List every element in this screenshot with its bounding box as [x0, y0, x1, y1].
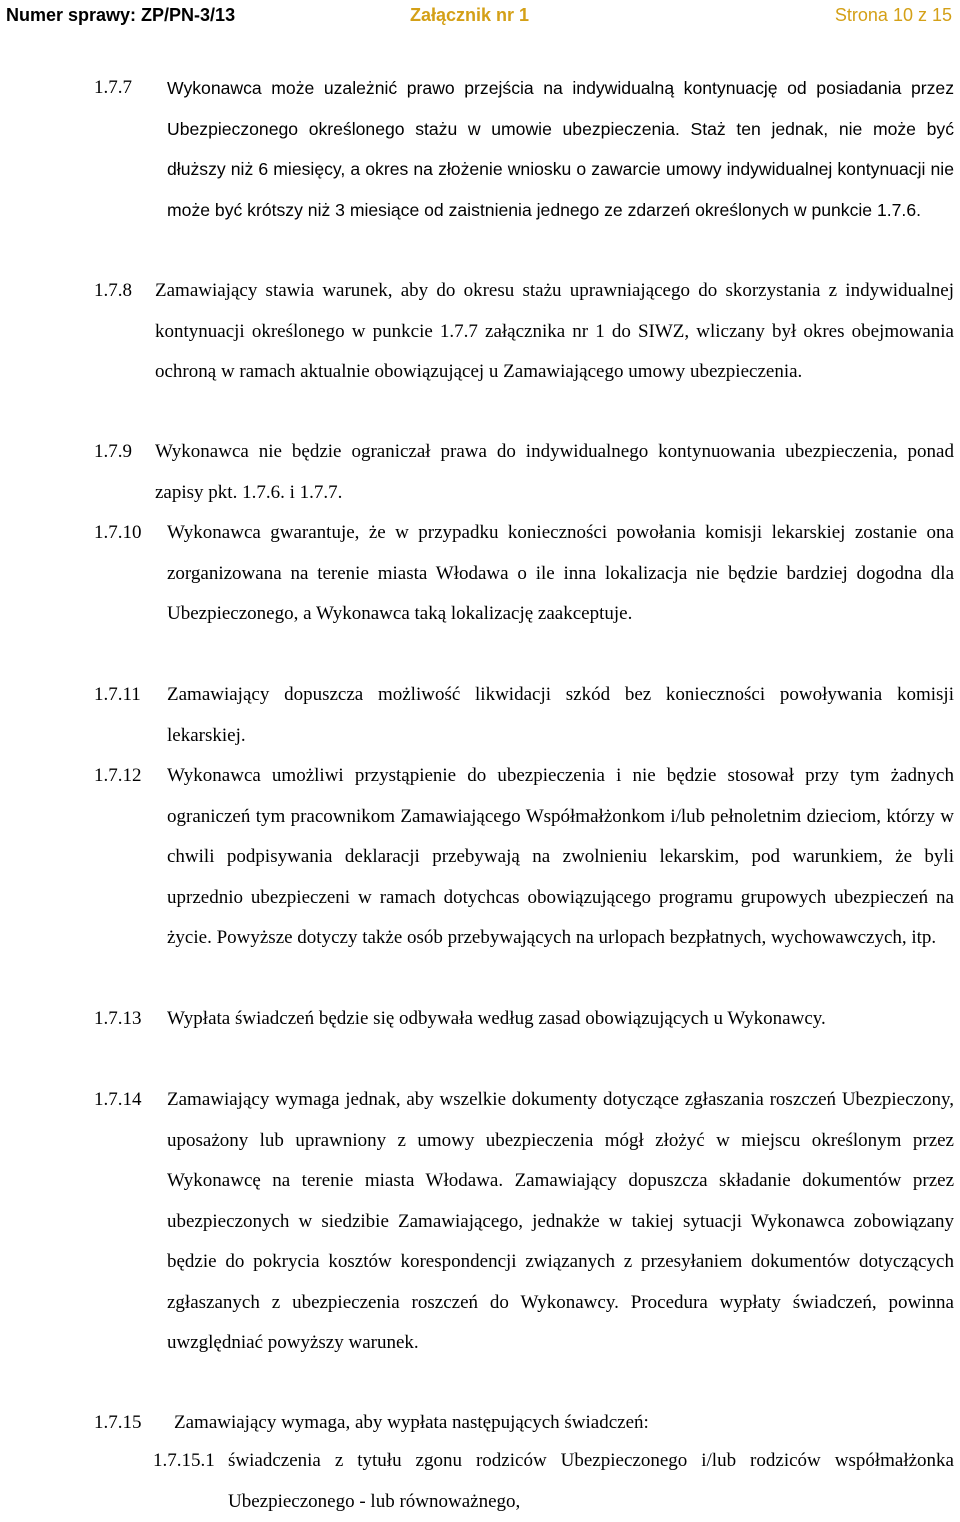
section-text: Wykonawca może uzależnić prawo przejścia na indywidualną kontynuację od posiadania przez Ubezpieczonego określonego stażu w umowie ubezpieczenia. Staż ten jednak, nie może być dłuższy niż 6 miesięcy, a okres na złożenie wniosku o zawarcie umowy indywidualnej kontynuacji nie może być krótszy niż 3 miesiące od zaistnienia jednego ze zdarzeń określonych w punkcie 1.7.6. — [167, 78, 954, 220]
section-1-7-9 — [94, 432, 954, 513]
section-number: 1.7.15 — [94, 1412, 142, 1433]
section-text: Wykonawca nie będzie ograniczał prawa do indywidualnego kontynuowania ubezpieczenia, ponad zapisy pkt. 1.7.6. i 1.7.7. — [155, 441, 954, 503]
section-1-7-14 — [94, 1080, 954, 1364]
attachment-label: Załącznik nr 1 — [410, 5, 530, 25]
section-number: 1.7.10 — [94, 522, 142, 543]
section-1-7-13 — [94, 999, 954, 1040]
section-number: 1.7.7 — [94, 77, 132, 98]
section-text: Wykonawca umożliwi przystąpienie do ubezpieczenia i nie będzie stosował przy tym żadnych ograniczeń tym pracownikom Zamawiającego Współmałżonkom i/lub pełnoletnim dzieciom, którzy w chwili podpisywania deklaracji przebywają na zwolnieniu lekarskim, pod warunkiem, że byli uprzednio ubezpieczeni w ramach dotychcas obowiązującego programu grupowych ubezpieczeń na życie. Powyższe dotyczy także osób przebywających na urlopach bezpłatnych, wychowawczych, itp. — [167, 765, 954, 948]
section-text: Zamawiający dopuszcza możliwość likwidacji szkód bez konieczności powoływania komisji lekarskiej. — [167, 684, 954, 746]
section-text: Zamawiający stawia warunek, aby do okresu stażu uprawniającego do skorzystania z indywidualnej kontynuacji określonego w punkcie 1.7.7 załącznika nr 1 do SIWZ, wliczany był okres obejmowania ochroną w ramach aktualnie obowiązującej u Zamawiającego umowy ubezpieczenia. — [155, 280, 954, 382]
case-number: Numer sprawy: ZP/PN-3/13 — [6, 5, 236, 25]
section-text: Wykonawca gwarantuje, że w przypadku konieczności powołania komisji lekarskiej zostanie ona zorganizowana na terenie miasta Włodawa o ile inna lokalizacja nie będzie bardziej dogodna dla Ubezpieczonego, a Wykonawca taką lokalizację zaakceptuje. — [167, 522, 954, 624]
section-text: Wypłata świadczeń będzie się odbywała według zasad obowiązujących u Wykonawcy. — [167, 1008, 826, 1029]
section-text: Zamawiający wymaga, aby wypłata następujących świadczeń: — [174, 1412, 649, 1433]
section-1-7-11 — [94, 675, 954, 756]
section-text: Zamawiający wymaga jednak, aby wszelkie dokumenty dotyczące zgłaszania roszczeń Ubezpieczony, uposażony lub uprawniony z umowy ubezpieczenia mógł złożyć w miejscu określonym przez Wykonawcę na terenie miasta Włodawa. Zamawiający dopuszcza składanie dokumentów przez ubezpieczonych w siedzibie Zamawiającego, jednakże w takiej sytuacji Wykonawca zobowiązany będzie do pokrycia kosztów korespondencji związanych z przesyłaniem dokumentów dotyczących zgłaszanych z ubezpieczenia roszczeń do Wykonawcy. Procedura wypłaty świadczeń, powinna uwzględniać powyższy warunek. — [167, 1089, 954, 1353]
section-1-7-7 — [94, 68, 954, 230]
section-1-7-10 — [94, 513, 954, 635]
section-number: 1.7.14 — [94, 1089, 142, 1110]
section-number: 1.7.11 — [94, 684, 141, 705]
section-number: 1.7.9 — [94, 441, 132, 462]
section-1-7-8 — [94, 271, 954, 393]
section-1-7-15 — [94, 1403, 954, 1444]
section-number: 1.7.12 — [94, 765, 142, 786]
section-number: 1.7.8 — [94, 280, 132, 301]
section-1-7-12 — [94, 756, 954, 959]
section-number: 1.7.13 — [94, 1008, 142, 1029]
section-1-7-15-1 — [153, 1441, 954, 1522]
page-header — [0, 0, 960, 36]
page-indicator: Strona 10 z 15 — [834, 5, 952, 25]
section-text: świadczenia z tytułu zgonu rodziców Ubezpieczonego i/lub rodziców współmałżonka Ubezpieczonego - lub równoważnego, — [228, 1450, 954, 1512]
section-number: 1.7.15.1 — [153, 1450, 215, 1471]
